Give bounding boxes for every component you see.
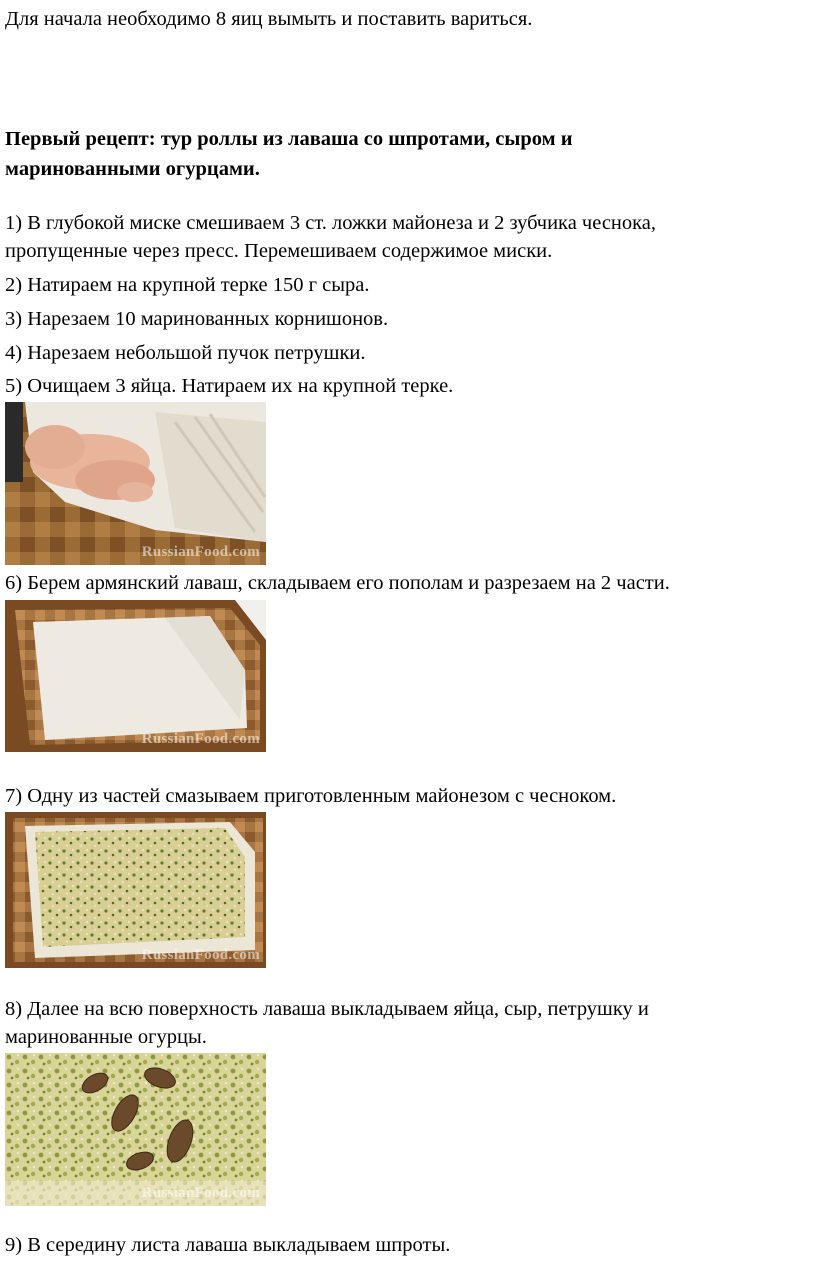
step-7: 7) Одну из частей смазываем приготовленным майонезом с чесноком. [5,785,617,807]
watermark-text: RussianFood.com [141,544,260,560]
photo-sprats-on-filling [5,1053,266,1206]
photo-lavash-with-filling [5,812,266,968]
step-3: 3) Нарезаем 10 маринованных корнишонов. [5,308,389,330]
step-9: 9) В середину листа лаваша выкладываем шпроты. [5,1234,451,1256]
step-2: 2) Натираем на крупной терке 150 г сыра. [5,274,370,296]
step-1-line1: 1) В глубокой миске смешиваем 3 ст. ложки майонеза и 2 зубчика чеснока, [5,212,657,234]
intro-text: Для начала необходимо 8 яиц вымыть и поставить вариться. [5,8,533,30]
step-4: 4) Нарезаем небольшой пучок петрушки. [5,342,366,364]
photo-folding-lavash [5,402,266,565]
step-8-line2: маринованные огурцы. [5,1026,207,1048]
step-6: 6) Берем армянский лаваш, складываем его пополам и разрезаем на 2 части. [5,572,670,594]
step-1-line2: пропущенные через пресс. Перемешиваем содержимое миски. [5,240,553,262]
watermark-text: RussianFood.com [141,1185,260,1201]
watermark-text: RussianFood.com [141,731,260,747]
step-5: 5) Очищаем 3 яйца. Натираем их на крупной терке. [5,375,454,397]
recipe-title-line1: Первый рецепт: тур роллы из лаваша со шпротами, сыром и [5,128,573,150]
watermark-text: RussianFood.com [141,947,260,963]
photo-lavash-sheet [5,600,266,752]
recipe-title-line2: маринованными огурцами. [5,158,260,180]
step-8-line1: 8) Далее на всю поверхность лаваша выкладываем яйца, сыр, петрушку и [5,998,649,1020]
